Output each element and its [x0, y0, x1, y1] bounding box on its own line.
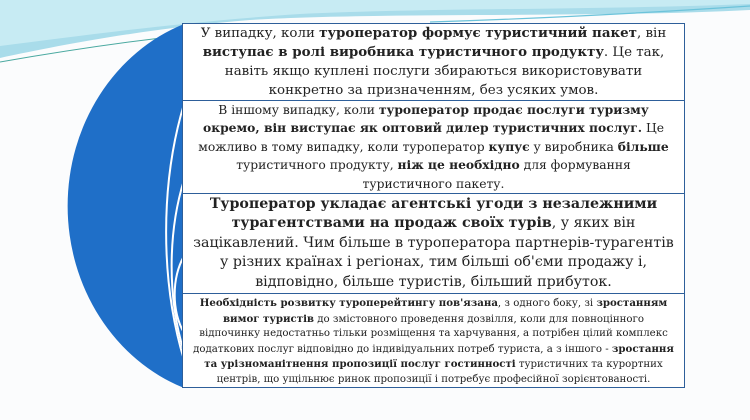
- box-agency: [183, 194, 684, 294]
- text: туристичних та курортних центрів, що ущільнює ринок пропозиції і потребує професійної зорієнтованості.: [216, 359, 663, 385]
- bold-text: ніж це необхідно: [397, 157, 520, 173]
- text: . Це так, навіть якщо куплені послуги збираються використовувати конкретно за призначенням, без усяких умов.: [224, 45, 665, 98]
- text: туристичного продукту,: [236, 158, 398, 173]
- bold-text: більше: [617, 138, 669, 154]
- text: для формування туристичного пакету.: [362, 158, 631, 191]
- bold-text: зростанням вимог туристів: [222, 297, 668, 325]
- bold-text: купує: [488, 138, 530, 154]
- text: , він: [636, 26, 667, 41]
- text: у виробника: [529, 139, 618, 154]
- text: В іншому випадку, коли: [218, 102, 379, 117]
- box-producer: [183, 24, 684, 101]
- text: Це можливо в тому випадку, коли туроператор: [198, 121, 664, 154]
- bold-text: Туроператор укладає агентські угоди з незалежними турагентствами на продаж своїх турів: [209, 195, 658, 232]
- bold-text: туроператор продає послуги туризму окремо, він виступає як оптовий дилер туристичних послуг.: [203, 101, 649, 136]
- bold-text: Необхідність розвитку туроперейтингу пов'язана: [199, 297, 498, 309]
- box-wholesaler: [183, 101, 684, 194]
- text: , у яких він зацікавлений. Чим більше в туроператора партнерів-турагентів у різних країнах і регіонах, тим більші об'єми продажу і, відповідно, більше туристів, більший прибуток.: [193, 215, 674, 290]
- text: , з одного боку, зі: [497, 298, 597, 309]
- bold-text: виступає в ролі виробника туристичного продукту: [202, 44, 604, 60]
- bold-text: зростання та урізноманітнення пропозиції послуг гостинності: [204, 342, 674, 371]
- text: до змістовного проведення дозвілля, коли для повноцінного відпочинку недостатньо тільки розміщення та харчування, а потрібен цілий комплекс додаткових послуг відповідно до індивідуальних потреб туриста, а з іншого -: [193, 313, 668, 355]
- box-development: [183, 294, 684, 390]
- bold-text: туроператор формує туристичний пакет: [319, 25, 637, 41]
- text-box-stack: [182, 23, 685, 388]
- text: У випадку, коли: [200, 26, 320, 41]
